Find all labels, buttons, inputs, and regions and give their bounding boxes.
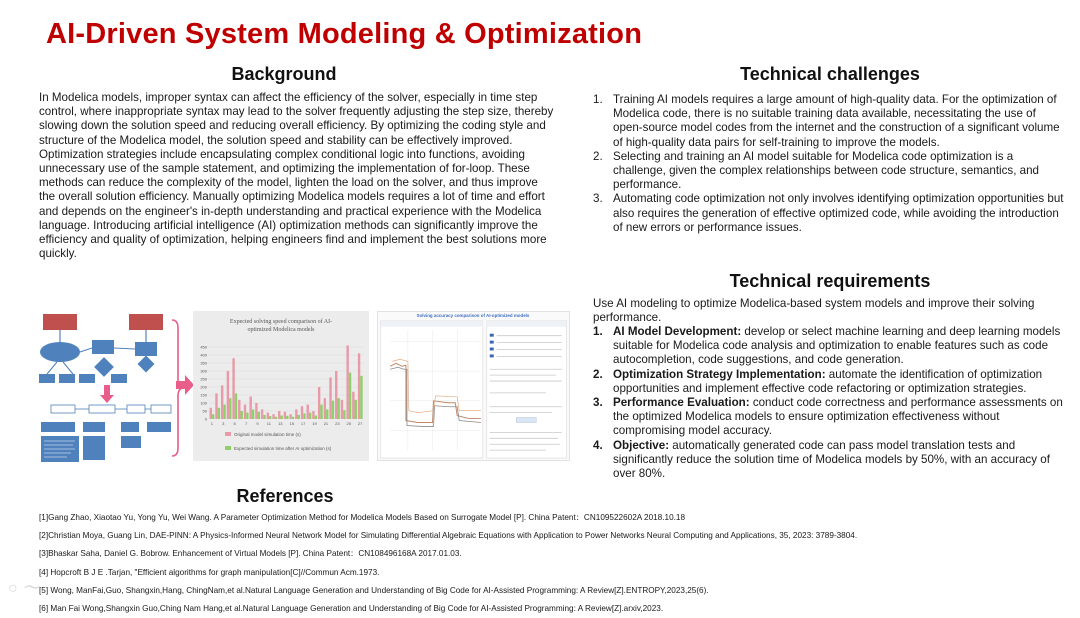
challenges-list [593,93,1065,235]
bar-original [358,353,360,419]
bar-original [329,377,331,419]
bar-optimized [303,413,305,419]
requirement-label: Objective: [613,438,670,452]
requirement-label: Performance Evaluation: [613,396,750,410]
bar-optimized [240,411,242,419]
reference-item: [6] Man Fai Wong,Shangxin Guo,Ching Nam Hang,et al.Natural Language Generation and Understanding of Big Code for AI-Assisted Programming: A Review[Z].arxiv,2023. [39,604,664,614]
bar-original [295,409,297,419]
bar-optimized [246,413,248,419]
bar-optimized [332,401,334,419]
flow-arrow-icon [100,385,114,403]
y-tick-label: 400 [200,352,207,358]
bar-original [261,409,263,419]
bar-original [249,397,251,419]
watermark-logo: ○ 〜 [8,580,42,597]
bar-optimized [275,417,277,419]
y-tick-label: 200 [200,384,207,390]
bar-optimized [292,417,294,419]
requirement-label: Optimization Strategy Implementation: [613,367,826,381]
challenges-heading: Technical challenges [740,64,920,84]
flow-oval [40,342,80,362]
bar-original [278,411,280,419]
bar-original [272,414,274,419]
legend-label-optimized: Expected simulation time after AI optimization (s) [234,446,332,451]
requirement-number: 3. [593,396,603,410]
x-tick-label: 27 [357,421,363,426]
bar-original [324,398,326,419]
bar-optimized [320,405,322,419]
x-tick-label: 13 [278,421,283,426]
x-tick-label: 3 [222,421,225,426]
speed-comparison-chart [193,311,369,461]
y-tick-label: 450 [200,344,207,350]
reference-item: [4] Hopcroft B J E .Tarjan, "Efficient algorithms for graph manipulation[C]//Commun Acm.1973. [39,567,380,577]
y-tick-label: 0 [204,416,207,422]
y-tick-label: 100 [200,400,207,406]
bar-original [227,371,229,419]
bar-original [210,408,212,419]
legend-label-original: Original model simulation time (s) [234,432,301,437]
bar-optimized [337,398,339,419]
bar-optimized [286,416,288,419]
x-tick-label: 7 [244,421,248,426]
bar-optimized [269,416,271,419]
bar-original [284,412,286,419]
requirement-number: 4. [593,438,603,452]
bar-original [312,411,314,419]
flow-box [135,342,157,356]
chart2-title: Solving accuracy comparison of AI-optimized models [416,312,530,318]
requirement-item [593,396,1065,439]
bar-original [215,393,217,419]
bar-optimized [263,415,265,419]
challenge-item [593,150,1065,193]
bar-optimized [252,409,254,419]
bar-optimized [218,408,220,419]
x-tick-label: 25 [346,421,351,426]
requirement-item [593,368,1065,396]
y-tick-label: 250 [200,376,207,382]
requirements-list [593,325,1065,481]
requirement-text: automate the identification of optimization opportunities and implement effective code refactoring or optimization strategies. [613,367,1043,395]
reference-item: [1]Gang Zhao, Xiaotao Yu, Yong Yu, Wei Wang. A Parameter Optimization Method for Modelica Models Based on Surrogate Model [P]. China Patent：CN109522602A 2018.10.18 [39,513,686,522]
legend-swatch-optimized [225,446,231,450]
x-tick-label: 23 [335,421,340,426]
bar-original [221,385,223,419]
bar-optimized [355,400,357,419]
requirement-text: develop or select machine learning and deep learning models suitable for Modelica code analysis and optimization to enable features such as code autocompletion, code suggestions, and code generation. [613,325,1061,367]
y-tick-label: 300 [200,368,207,374]
requirement-label: AI Model Development: [613,325,742,338]
requirement-item [593,325,1065,368]
y-tick-label: 50 [202,408,207,414]
bar-original [244,405,246,419]
x-tick-label: 17 [300,421,306,426]
right-arrow-icon [175,374,195,396]
page-title: AI-Driven System Modeling & Optimization [46,18,643,50]
references-list [39,509,1069,618]
bar-original [346,345,348,419]
bar-optimized [212,414,214,419]
bar-optimized [349,373,351,419]
challenge-text: Automating code optimization not only involves identifying optimization opportunities but also requires the generation of effective optimized code, while avoiding the introduction of new errors or performance issues. [613,192,1064,234]
reference-item: [3]Bhaskar Saha, Daniel G. Bobrow. Enhancement of Virtual Models [P]. China Patent：CN108496168A 2017.01.03. [39,549,462,559]
flow-diamond [138,356,155,373]
challenge-item [593,192,1065,235]
background-heading: Background [231,64,337,84]
challenge-text: Selecting and training an AI model suitable for Modelica code optimization is a challenge, given the complex relationships between code structure, semantics, and performance. [613,149,1039,192]
bar-original [307,405,309,419]
x-tick-label: 21 [323,421,329,426]
bar-optimized [360,376,362,419]
x-tick-label: 5 [233,421,236,426]
flow-box [129,314,163,330]
requirement-text: automatically generated code can pass model translation tests and significantly reduce the solution time of Modelica models by 50%, with an accuracy of over 80%. [613,438,1050,481]
bar-optimized [326,409,328,419]
bar-original [335,371,337,419]
requirement-item [593,439,1065,482]
x-tick-label: 15 [289,421,294,426]
bar-optimized [280,415,282,419]
challenge-number: 2. [593,149,603,163]
bar-optimized [309,413,311,419]
flow-diamond [94,357,114,377]
requirements-heading: Technical requirements [729,271,931,291]
x-tick-label: 9 [256,421,259,426]
bar-original [318,387,320,419]
bar-optimized [229,398,231,419]
requirement-number: 1. [593,325,603,338]
flowchart-figure [37,308,175,463]
x-tick-label: 19 [312,421,317,426]
requirement-text: conduct code correctness and performance assessments on the optimized Modelica models to ensure optimization effectiveness without compromising model accuracy. [613,396,1063,438]
reference-item: [2]Christian Moya, Guang Lin, DAE-PINN: A Physics-Informed Neural Network Model for Simulating Differential Algebraic Equations with Application to Power Networks Neural Computing and Applications, 35, 2023: 3789-3804. [39,531,858,541]
chart-title-line1: Expected solving speed comparison of AI- [229,319,333,325]
reference-item: [5] Wong, ManFai,Guo, Shangxin,Hang, ChingNam,et al.Natural Language Generation and Understanding of Big Code for AI-Assisted Programming: A Review[Z].ENTROPY,2023,25(6). [39,585,709,595]
bar-original [289,414,291,419]
bar-original [238,400,240,419]
y-tick-label: 150 [200,392,207,398]
requirements-intro: Use AI modeling to optimize Modelica-based system models and improve their solving performance. [593,297,1035,325]
bar-optimized [343,410,345,419]
bar-optimized [315,415,317,419]
challenge-item [593,93,1065,150]
bar-optimized [258,412,260,419]
bar-original [255,403,257,419]
bar-optimized [298,415,300,419]
challenge-number: 1. [593,93,603,106]
bar-original [341,400,343,419]
bar-original [232,358,234,419]
bar-original [301,406,303,419]
bar-optimized [223,405,225,419]
challenge-text: Training AI models requires a large amount of high-quality data. For the optimization of Modelica code, there is no suitable training data available, necessitating the use of open-source model codes from the internet and the construction of a significant volume of high-quality data pairs for self-training to improve the models. [613,93,1060,149]
bar-original [267,413,269,419]
challenge-number: 3. [593,192,603,206]
bar-original [352,392,354,419]
bar-optimized [235,393,237,419]
chart-title-line2: optimized Modelica models [247,327,315,333]
flow-box [43,314,77,330]
background-text: In Modelica models, improper syntax can affect the efficiency of the solver, especially in time step control, where inappropriate syntax may lead to the solver frequently adjusting the step size, thereby slowing down the solution speed and reducing overall efficiency. By optimizing the coding style and structure of the Modelica model, the solution speed and stability can be effectively improved. Optimization strategies include encapsulating complex conditional logic into functions, avoiding unnecessary use of the sample statement, and optimizing the implementation of for-loop. These methods can reduce the complexity of the model, lighten the load on the solver, and thus improve the overall solution efficiency. Manually optimizing Modelica models requires a lot of time and effort and depends on the engineer's in-depth understanding and practical experience with the Modelica language. Introducing artificial intelligence (AI) optimization methods can significantly improve the efficiency and quality of optimization, helping engineers find and implement the best solutions more quickly. [39,91,554,261]
x-tick-label: 11 [266,421,271,426]
legend-swatch-original [225,432,231,436]
requirement-number: 2. [593,367,603,381]
y-tick-label: 350 [200,360,207,366]
accuracy-comparison-screenshot [377,311,570,461]
references-heading: References [236,486,334,506]
flow-box [92,340,114,354]
x-tick-label: 1 [210,421,213,426]
